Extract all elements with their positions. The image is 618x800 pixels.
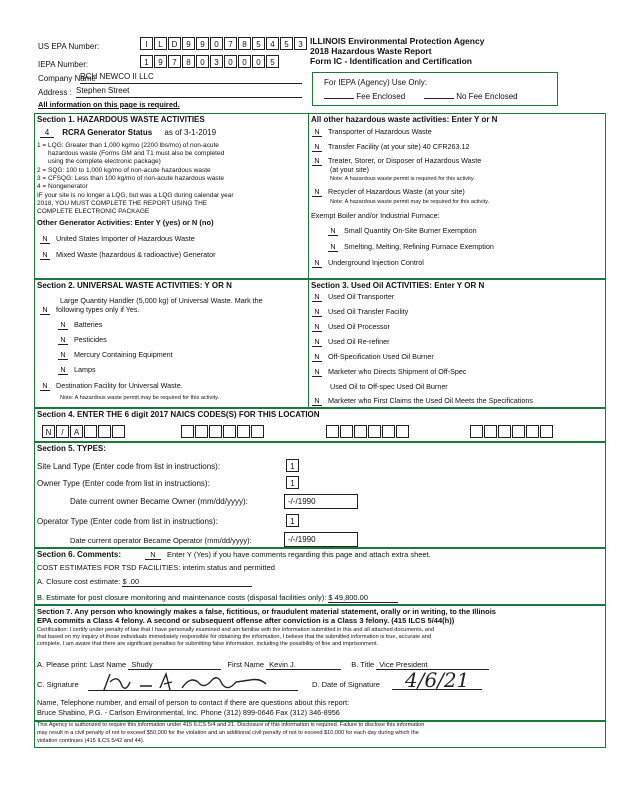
naics-boxes-3: [326, 425, 410, 438]
char-box[interactable]: [112, 425, 125, 438]
lqg-line3: using the complete electronic package): [48, 158, 161, 165]
cost-title: COST ESTIMATES FOR TSD FACILITIES: interim status and permitted: [37, 563, 275, 572]
rcra-status: [40, 128, 216, 138]
postclosure-row: B. Estimate for post closure monitoring and maintenance costs (disposal facilities only): $ 49,800.00: [37, 593, 398, 603]
char-box[interactable]: 0: [224, 55, 237, 68]
naics-empty-box[interactable]: [470, 425, 483, 438]
company-field[interactable]: [80, 72, 302, 84]
lqg-note1: IF your site is no longer a LQG, but was a LQG during calendar year: [37, 192, 234, 199]
date-signature-label: D. Date of Signature: [312, 680, 380, 689]
char-box[interactable]: 5: [280, 37, 293, 50]
importer-row: [40, 234, 195, 244]
operator-type-label: Operator Type (Enter code from list in instructions):: [37, 517, 218, 526]
used-oil-row: [312, 337, 466, 352]
naics-empty-box[interactable]: [540, 425, 553, 438]
pesticides-row: N Pesticides: [58, 335, 107, 345]
recycler-row: N Recycler of Hazardous Waste (at your site): [312, 187, 465, 197]
section2-3-divider: [308, 279, 309, 408]
operator-type-value[interactable]: 1: [286, 514, 299, 527]
naics-empty-box[interactable]: [340, 425, 353, 438]
address-label: Address :: [38, 88, 72, 97]
naics-empty-box[interactable]: [368, 425, 381, 438]
tsd-note: Note: A hazardous waste permit is required for this activity.: [330, 176, 475, 182]
char-box[interactable]: D: [168, 37, 181, 50]
char-box[interactable]: 8: [182, 55, 195, 68]
exempt-title: Exempt Boiler and/or Industrial Furnace:: [311, 211, 440, 220]
recycler-note: Note: A hazardous waste permit may be required for this activity.: [330, 199, 490, 205]
char-box[interactable]: 8: [238, 37, 251, 50]
used-oil-label: Used Oil Re-refiner: [328, 337, 390, 346]
site-type-label: Site Land Type (Enter code from list in instructions):: [37, 462, 221, 471]
footer-line2: may result in a civil penalty of not to exceed $50,000 for the violation and an additional civil penalty of not to exceed $10,000 for each day during which the: [37, 730, 419, 736]
lqh-line1: Large Quantity Handler (5,000 kg) of Universal Waste. Mark the: [60, 296, 263, 305]
agency-line3: Form IC - Identification and Certification: [310, 56, 472, 66]
char-box[interactable]: 0: [238, 55, 251, 68]
mixed-value: N: [40, 250, 50, 260]
lqg-note2: 2018, YOU MUST COMPLETE THE REPORT USING THE: [37, 200, 208, 207]
signature-label: C. Signature: [37, 680, 79, 689]
contact-label: Name, Telephone number, and email of person to contact if there are questions about this report:: [37, 698, 350, 707]
agency-line2: 2018 Hazardous Waste Report: [310, 46, 432, 56]
char-box[interactable]: 4: [266, 37, 279, 50]
closure-row: A. Closure cost estimate: $ .00: [37, 577, 252, 587]
naics-empty-box[interactable]: [251, 425, 264, 438]
batteries-row: N Batteries: [58, 320, 102, 330]
cert-line3: complete. I am aware that there are significant penalties for submitting false information, including the possibility of fine and imprisonment.: [37, 641, 379, 647]
char-box[interactable]: [98, 425, 111, 438]
importer-label: United States Importer of Hazardous Waste: [56, 234, 195, 243]
lqh-row: N following types only if Yes.: [40, 305, 140, 315]
char-box[interactable]: /: [56, 425, 69, 438]
naics-empty-box[interactable]: [396, 425, 409, 438]
section1-divider: [308, 113, 309, 279]
char-box[interactable]: L: [154, 37, 167, 50]
section5-title: Section 5. TYPES:: [37, 444, 106, 453]
used-oil-list: [312, 292, 466, 382]
cert-line2: that based on my inquiry of those individuals immediately responsible for obtaining the information, I believe that the submitted information is true, accurate and: [37, 634, 431, 640]
other-hw-title: All other hazardous waste activities: Enter Y or N: [311, 115, 498, 124]
char-box[interactable]: 9: [154, 55, 167, 68]
used-oil-value[interactable]: N: [312, 322, 322, 332]
rcra-label: RCRA Generator Status: [62, 128, 153, 137]
used-oil-value[interactable]: N: [312, 352, 322, 362]
cert-line1: Certification: I certify under penalty of law that I have personally examined and am familiar with the information submitted in this and all attached documents, and: [37, 627, 435, 633]
section4-title: Section 4. ENTER THE 6 digit 2017 NAICS CODES(S) FOR THIS LOCATION: [37, 410, 320, 419]
date-signature-value: 4/6/21: [405, 668, 470, 692]
char-box[interactable]: 5: [266, 55, 279, 68]
fee-enclosed: Fee Enclosed: [324, 92, 405, 101]
signature-scribble: [100, 668, 290, 696]
destination-note: Note: A hazardous waste permit may be required for this activity.: [60, 395, 220, 401]
naics-empty-box[interactable]: [354, 425, 367, 438]
print-name-row: A. Please print: Last Name Shudy First Name Kevin J. B. Title Vice President: [37, 660, 489, 670]
nongen-line: 4 = Nongenerator: [37, 183, 88, 190]
tsd-at-site: (at your site): [330, 167, 369, 174]
naics-empty-box[interactable]: [484, 425, 497, 438]
footer-box: [34, 720, 606, 748]
used-oil-label: Off-Specification Used Oil Burner: [328, 352, 434, 361]
transporter-row: N Transporter of Hazardous Waste: [312, 127, 432, 137]
importer-value: N: [40, 234, 50, 244]
used-oil-value[interactable]: N: [312, 307, 322, 317]
address-field[interactable]: [76, 86, 302, 98]
char-box[interactable]: 5: [252, 37, 265, 50]
uic-row: N Underground Injection Control: [312, 258, 424, 268]
char-box[interactable]: 7: [168, 55, 181, 68]
lqg-note3: COMPLETE ELECTRONIC PACKAGE: [37, 208, 150, 215]
postclosure-value: $ 49,800.00: [328, 593, 398, 603]
comments-value: N: [145, 550, 161, 560]
signature-image: [100, 668, 290, 701]
naics-empty-box[interactable]: [326, 425, 339, 438]
naics-boxes-1: [42, 425, 126, 438]
char-box[interactable]: 3: [294, 37, 307, 50]
required-note: All information on this page is required.: [38, 100, 180, 109]
naics-empty-box[interactable]: [382, 425, 395, 438]
comments-row: [145, 550, 431, 560]
section2-title: Section 2. UNIVERSAL WASTE ACTIVITIES: Y OR N: [37, 281, 232, 290]
used-oil-label: Used Oil Transporter: [328, 292, 395, 301]
used-oil-label: Marketer who Directs Shipment of Off-Spec: [328, 367, 467, 376]
naics-boxes-4: [470, 425, 554, 438]
owner-type-label: Owner Type (Enter code from list in instructions):: [37, 479, 210, 488]
rcra-as-of: as of 3-1-2019: [164, 128, 217, 137]
first-name-value: Kevin J.: [266, 660, 341, 670]
lamps-row: N Lamps: [58, 365, 96, 375]
destination-row: N Destination Facility for Universal Waste.: [40, 381, 183, 391]
naics-empty-box[interactable]: [526, 425, 539, 438]
operator-date-value[interactable]: -/-/1990: [284, 532, 358, 547]
used-oil-value[interactable]: N: [312, 292, 322, 302]
agency-use-label: For IEPA (Agency) Use Only:: [324, 78, 427, 87]
section7-title1: Section 7. Any person who knowingly makes a false, fictitious, or fraudulent material statement, orally or in writing, to the Illinois: [37, 607, 496, 616]
closure-value: $ .00: [122, 577, 252, 587]
tsd-row: N Treater, Storer, or Disposer of Hazardous Waste: [312, 156, 481, 166]
used-oil-value[interactable]: N: [312, 367, 322, 377]
used-oil-row: [312, 292, 466, 307]
other-activities-title: Other Generator Activities: Enter Y (yes) or N (no): [37, 218, 214, 227]
agency-line1: ILLINOIS Environmental Protection Agency: [310, 36, 485, 46]
naics-empty-box[interactable]: [223, 425, 236, 438]
iepa-number-label: IEPA Number:: [38, 60, 89, 69]
section1-title: Section 1. HAZARDOUS WASTE ACTIVITIES: [37, 115, 205, 124]
naics-empty-box[interactable]: [512, 425, 525, 438]
comments-text: Enter Y (Yes) if you have comments regarding this page and attach extra sheet.: [167, 550, 431, 559]
mixed-label: Mixed Waste (hazardous & radioactive) Generator: [56, 250, 216, 259]
iepa-number-boxes: [140, 55, 280, 68]
naics-empty-box[interactable]: [181, 425, 194, 438]
section6-title: Section 6. Comments:: [37, 550, 122, 559]
used-oil-row: [312, 322, 466, 337]
char-box[interactable]: [84, 425, 97, 438]
footer-line3: violation continues (415 ILCS 5/42 and 44).: [37, 738, 145, 744]
owner-date-label: Date current owner Became Owner (mm/dd/yyyy):: [70, 497, 248, 506]
char-box[interactable]: 0: [210, 37, 223, 50]
company-value: RCH NEWCO II LLC: [80, 72, 154, 81]
used-oil-label: Used Oil Processor: [328, 322, 390, 331]
char-box[interactable]: 9: [182, 37, 195, 50]
owner-date-value[interactable]: -/-/1990: [284, 494, 358, 509]
char-box[interactable]: 0: [252, 55, 265, 68]
naics-boxes-2: [181, 425, 265, 438]
smelting-row: N Smelting, Melting, Refining Furnace Exemption: [328, 242, 494, 252]
naics-empty-box[interactable]: [195, 425, 208, 438]
used-oil-row: [312, 307, 466, 322]
section7-title2: EPA commits a Class 4 felony. A second or subsequent offense after conviction is a Class 3 felony. (415 ILCS 5/44(h)): [37, 616, 455, 625]
used-oil-row: [312, 367, 466, 382]
site-type-value[interactable]: 1: [286, 459, 299, 472]
address-value: Stephen Street: [76, 86, 130, 95]
char-box[interactable]: 9: [196, 37, 209, 50]
naics-empty-box[interactable]: [498, 425, 511, 438]
cfsqg-line: 3 = CFSQG: Less than 100 kg/mo of non-acute hazardous waste: [37, 175, 224, 182]
used-oil-row: [312, 352, 466, 367]
char-box[interactable]: 3: [210, 55, 223, 68]
naics-empty-box[interactable]: [209, 425, 222, 438]
rcra-value: 4: [40, 128, 54, 138]
used-oil-label: Used Oil Transfer Facility: [328, 307, 409, 316]
char-box[interactable]: 0: [196, 55, 209, 68]
marketer-cont: Used Oil to Off-spec Used Oil Burner: [330, 382, 448, 391]
char-box[interactable]: I: [140, 37, 153, 50]
operator-date-label: Date current operator Became Operator (mm/dd/yyyy):: [70, 536, 252, 545]
owner-type-value[interactable]: 1: [286, 476, 299, 489]
used-oil-last-row: N Marketer who First Claims the Used Oil Meets the Specifications: [312, 396, 533, 406]
naics-empty-box[interactable]: [237, 425, 250, 438]
mixed-row: [40, 250, 216, 260]
smallqty-row: N Small Quantity On-Site Burner Exemption: [328, 226, 477, 236]
lqg-line1: 1 = LQG: Greater than 1,000 kg/mo (2200 lbs/mo) of non-acute: [37, 142, 219, 149]
transfer-row: N Transfer Facility (at your site) 40 CFR263.12: [312, 142, 470, 152]
footer-line1: This Agency is authorized to require this information under 415 ILCS 5/4 and 21. Disclosure of this information is required. Failure to disclose this information: [37, 722, 425, 728]
title-value: Vice President: [376, 660, 489, 670]
company-label: Company Name: [38, 74, 96, 83]
no-fee-enclosed: No Fee Enclosed: [424, 92, 518, 101]
section3-title: Section 3. Used Oil ACTIVITIES: Enter Y OR N: [311, 281, 485, 290]
epa-number-boxes: [140, 37, 308, 50]
char-box[interactable]: 7: [224, 37, 237, 50]
char-box[interactable]: N: [42, 425, 55, 438]
epa-number-label: US EPA Number:: [38, 42, 100, 51]
sqg-line: 2 = SQG: 100 to 1,000 kg/mo of non-acute hazardous waste: [37, 167, 211, 174]
last-name-value: Shudy: [128, 660, 221, 670]
char-box[interactable]: A: [70, 425, 83, 438]
lqg-line2: hazardous waste (Forms GM and T1 must also be completed: [48, 150, 225, 157]
contact-value: Bruce Shabino, P.G. - Carlson Environmental, Inc. Phone (312) 899-0646 Fax (312) 346-8956: [37, 708, 340, 717]
used-oil-value[interactable]: N: [312, 337, 322, 347]
mercury-row: N Mercury Containing Equipment: [58, 350, 173, 360]
char-box[interactable]: 1: [140, 55, 153, 68]
